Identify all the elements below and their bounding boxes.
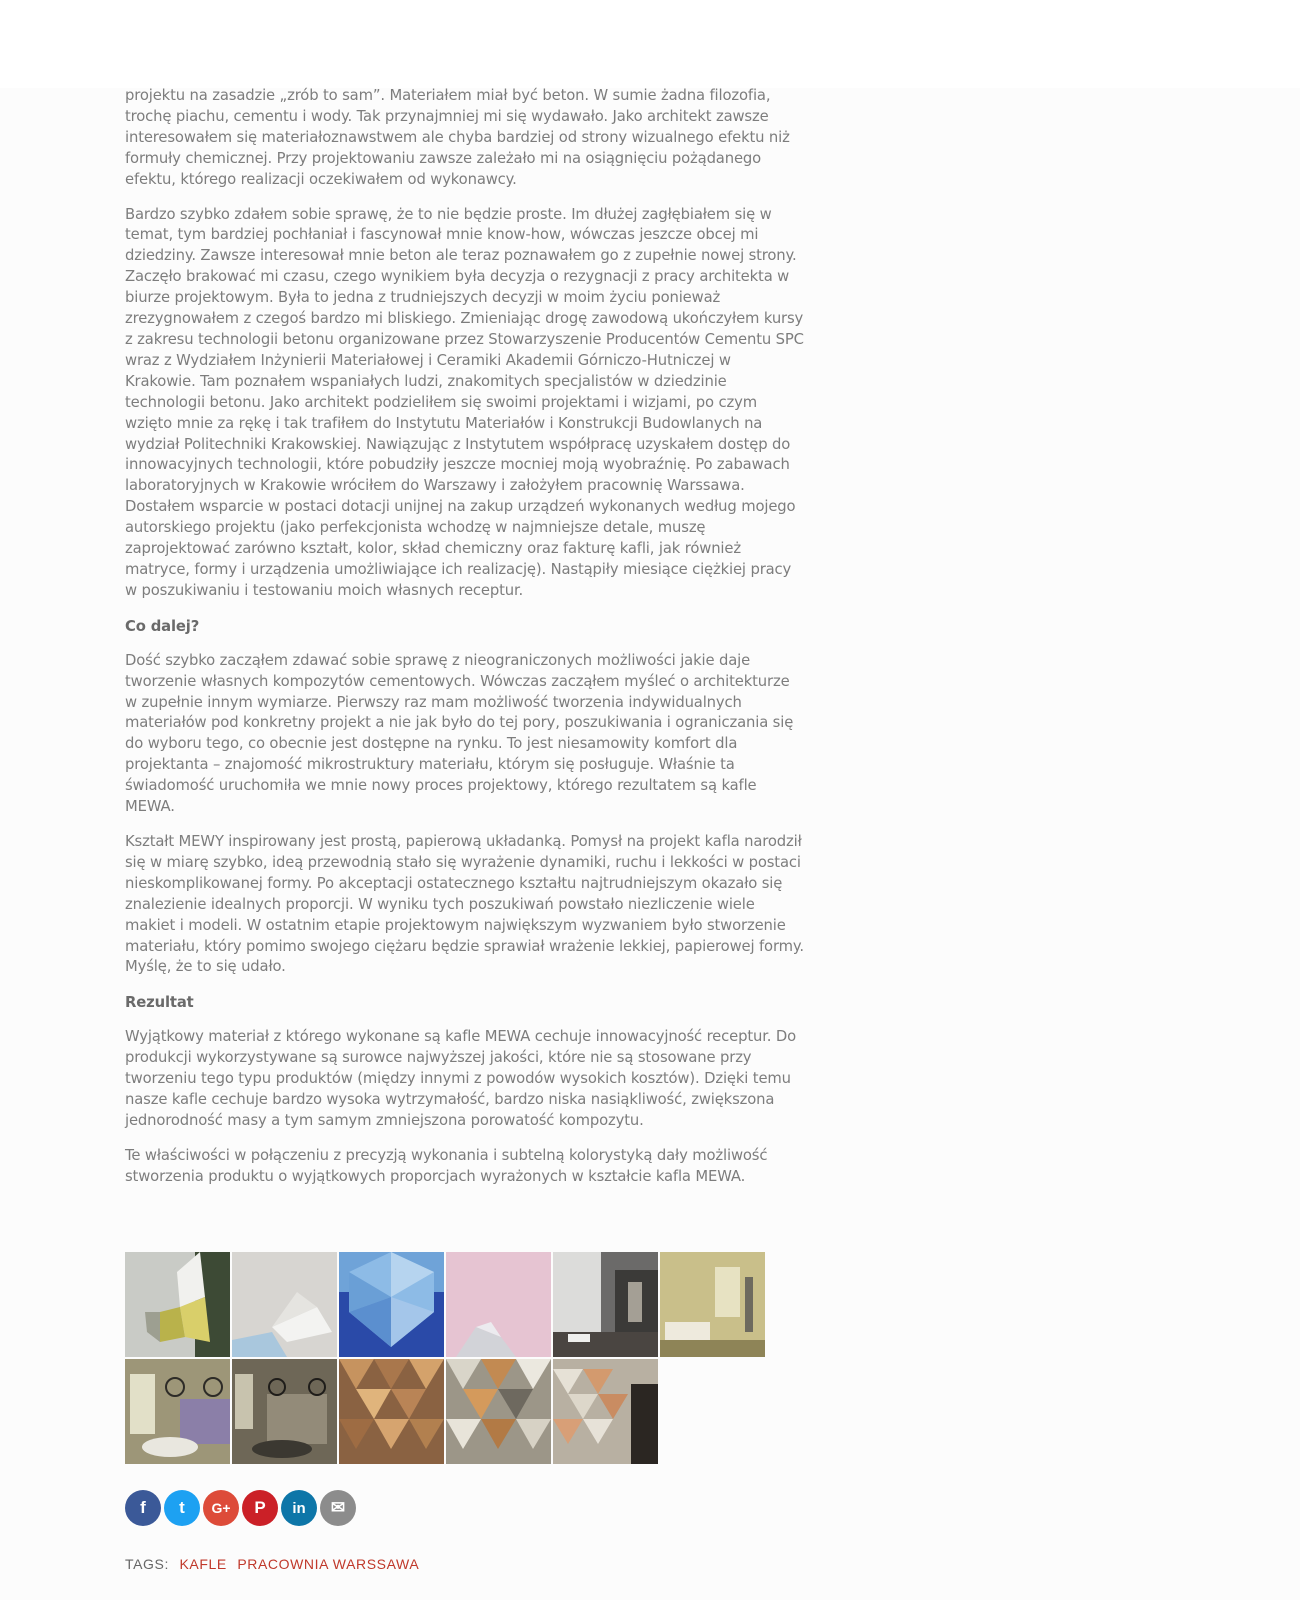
gallery-thumbnail[interactable] (339, 1359, 444, 1464)
article-paragraph: Kształt MEWY inspirowany jest prostą, papierową układanką. Pomysł na projekt kafla narodził się w miarę szybko, ideą przewodnią stało się wyrażenie dynamiki, ruchu i lekkości w postaci nieskomplikowanej formy. Po akceptacji ostatecznego kształtu najtrudniejszym okazało się znalezienie idealnych proporcji. W wyniku tych poszukiwań powstało niezliczenie wiele makiet i modeli. W ostatnim etapie projektowym największym wyzwaniem było stworzenie materiału, który pomimo swojego ciężaru będzie sprawiał wrażenie lekkiej, papierowej formy. Myślę, że to się udało. (125, 833, 804, 976)
gallery-thumbnail[interactable] (125, 1359, 230, 1464)
pinterest-icon: P (254, 1498, 266, 1517)
gallery-thumbnail[interactable] (339, 1252, 444, 1357)
gallery-thumbnail[interactable] (125, 1252, 230, 1357)
gallery-thumbnail[interactable] (553, 1252, 658, 1357)
tag-link[interactable]: PRACOWNIA WARSSAWA (237, 1556, 420, 1572)
tag-link[interactable]: KAFLE (179, 1556, 227, 1572)
google-plus-share-button[interactable] (203, 1490, 239, 1526)
tags-line (125, 1556, 419, 1572)
linkedin-share-button[interactable] (281, 1490, 317, 1526)
tags-label: TAGS: (125, 1556, 169, 1572)
article-paragraph: Dość szybko zacząłem zdawać sobie sprawę z nieograniczonych możliwości jakie daje tworzenie własnych kompozytów cementowych. Wówczas zacząłem myśleć o architekturze w zupełnie innym wymiarze. Pierwszy raz mam możliwość tworzenia indywidualnych materiałów pod konkretny projekt a nie jak było do tej pory, poszukiwania i ograniczania się do wyboru tego, co obecnie jest dostępne na rynku. To jest niesamowity komfort dla projektanta – znajomość mikrostruktury materiału, którym się posługuje. Właśnie ta świadomość uruchomiła we mnie nowy proces projektowy, którego rezultatem są kafle MEWA. (125, 651, 794, 816)
email-share-button[interactable] (320, 1490, 356, 1526)
gallery-thumbnail[interactable] (553, 1359, 658, 1464)
gallery-thumbnail[interactable] (232, 1359, 337, 1464)
facebook-icon: f (140, 1498, 146, 1517)
article-paragraph: Wyjątkowy materiał z którego wykonane są kafle MEWA cechuje innowacyjność receptur. Do produkcji wykorzystywane są surowce najwyższej jakości, które nie są stosowane przy tworzeniu tego typu produktów (między innymi z powodów wysokich kosztów). Dzięki temu nasze kafle cechuje bardzo wysoka wytrzymałość, bardzo niska nasiąkliwość, zwiększona jednorodność masy a tym samym zmniejszona porowatość kompozytu. (125, 1028, 797, 1129)
gallery-thumbnail[interactable] (446, 1252, 551, 1357)
pinterest-share-button[interactable] (242, 1490, 278, 1526)
article-paragraph: Te właściwości w połączeniu z precyzją wykonania i subtelną kolorystyką dały możliwość stworzenia produktu o wyjątkowych proporcjach wyrażonych w kształcie kafla MEWA. (125, 1146, 768, 1185)
gallery-thumbnail[interactable] (232, 1252, 337, 1357)
section-heading: Co dalej? (125, 617, 200, 635)
article-paragraph: projektu na zasadzie „zrób to sam”. Materiałem miał być beton. W sumie żadna filozofia, trochę piachu, cementu i wody. Tak przynajmniej mi się wydawało. Jako architekt zawsze interesowałem się materiałoznawstwem ale chyba bardziej od strony wizualnego efektu niż formuły chemicznej. Przy projektowaniu zawsze zależało mi na osiągnięciu pożądanego efektu, którego realizacji oczekiwałem od wykonawcy. (125, 87, 790, 188)
twitter-icon: t (179, 1498, 185, 1517)
image-gallery (125, 1252, 765, 1464)
linkedin-icon: in (292, 1499, 306, 1517)
article-body (125, 86, 805, 1202)
twitter-share-button[interactable] (164, 1490, 200, 1526)
article-paragraph: Bardzo szybko zdałem sobie sprawę, że to nie będzie proste. Im dłużej zagłębiałem się w temat, tym bardziej pochłaniał i fascynował mnie know-how, wówczas jeszcze obcej mi dziedziny. Zawsze interesował mnie beton ale teraz poznawałem go z zupełnie nowej strony. Zaczęło brakować mi czasu, czego wynikiem była decyzja o rezygnacji z pracy architekta w biurze projektowym. Była to jedna z trudniejszych decyzji w moim życiu ponieważ zrezygnowałem z czegoś bardzo mi bliskiego. Zmieniając drogę zawodową ukończyłem kursy z zakresu technologii betonu organizowane przez Stowarzyszenie Producentów Cementu SPC wraz z Wydziałem Inżynierii Materiałowej i Ceramiki Akademii Górniczo-Hutniczej w Krakowie. Tam poznałem wspaniałych ludzi, znakomitych specjalistów w dziedzinie technologii betonu. Jako architekt podzieliłem się swoimi projektami i wizjami, po czym wzięto mnie za rękę i tak trafiłem do Instytutu Materiałów i Konstrukcji Budowlanych na wydział Politechniki Krakowskiej. Nawiązując z Instytutem współpracę uzyskałem dostęp do innowacyjnych technologii, które pobudziły jeszcze mocniej moją wyobraźnię. Po zabawach laboratoryjnych w Krakowie wróciłem do Warszawy i założyłem pracownię Warssawa. Dostałem wsparcie w postaci dotacji unijnej na zakup urządzeń wykonanych według mojego autorskiego projektu (jako perfekcjonista wchodzę w najmniejsze detale, muszę zaprojektować zarówno kształt, kolor, skład chemiczny oraz fakturę kafli, jak również matryce, formy i urządzenia umożliwiające ich realizację). Nastąpiły miesiące ciężkiej pracy w poszukiwaniu i testowaniu moich własnych receptur. (125, 205, 804, 599)
gallery-thumbnail[interactable] (660, 1252, 765, 1357)
facebook-share-button[interactable] (125, 1490, 161, 1526)
gallery-thumbnail[interactable] (446, 1359, 551, 1464)
social-share-bar (125, 1490, 356, 1526)
email-icon: ✉ (330, 1498, 346, 1517)
top-bar (0, 0, 1300, 88)
google-plus-icon: G+ (211, 1500, 231, 1516)
section-heading: Rezultat (125, 994, 194, 1012)
